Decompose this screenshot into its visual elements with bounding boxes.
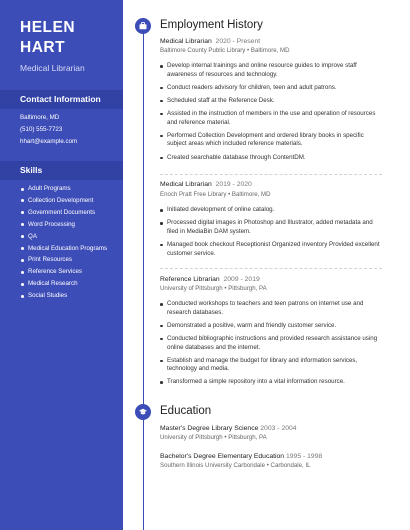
skills-list (20, 183, 107, 302)
contact-phone: (510) 555-7723 (20, 126, 63, 133)
job-bullet: Conducted bibliographic instructions and provided research assistance using online databases and the internet. (160, 335, 382, 352)
degree-title (160, 453, 322, 460)
contact-heading: Contact Information (0, 90, 123, 109)
job-employer: Baltimore County Public Library (160, 47, 246, 54)
job-employer: University of Pittsburgh (160, 285, 223, 292)
job-employer: Enoch Pratt Free Library (160, 191, 227, 198)
job-bullet: Processed digital images in Photoshop and Illustrator, added metadata and filed in MediaBin DAM system. (160, 219, 382, 236)
sidebar (0, 0, 123, 530)
job-title (160, 181, 252, 188)
briefcase-icon (135, 18, 151, 34)
job-title (160, 38, 260, 45)
job-employer-line: University of Pittsburgh • Pittsburgh, PA (160, 285, 267, 292)
job-role: Reference Librarian (160, 276, 220, 283)
job-bullet: Performed Collection Development and ordered library books in specific subject areas which included reference materials. (160, 132, 382, 149)
school-location: Carbondale, IL (270, 462, 311, 469)
skill-item: Medical Education Programs (20, 243, 107, 255)
degree-name: Bachelor's Degree Elementary Education (160, 453, 285, 460)
school-line: University of Pittsburgh • Pittsburgh, PA (160, 434, 267, 441)
job-bullet: Conducted workshops to teachers and teen patrons on internet use and research databases. (160, 300, 382, 317)
job-dates: 2020 - Present (215, 38, 261, 45)
job-role: Medical Librarian (160, 38, 212, 45)
skill-item: Collection Development (20, 195, 107, 207)
school-name: University of Pittsburgh (160, 434, 223, 441)
skill-item: QA (20, 231, 107, 243)
contact-location: Baltimore, MD (20, 114, 60, 121)
school-name: Southern Illinois University Carbondale (160, 462, 266, 469)
job-bullets (160, 300, 382, 392)
job-location: Pittsburgh, PA (228, 285, 267, 292)
job-employer-line: Baltimore County Public Library • Baltimore, MD (160, 47, 290, 54)
degree-dates: 1995 - 1998 (285, 453, 323, 460)
job-bullet: Develop internal trainings and online resource guides to improve staff awareness of resources and technology. (160, 62, 382, 79)
school-line: Southern Illinois University Carbondale • Carbondale, IL (160, 462, 311, 469)
graduation-cap-icon (135, 404, 151, 420)
job-bullet: Scheduled staff at the Reference Desk. (160, 97, 382, 106)
job-bullet: Initiated development of online catalog. (160, 206, 382, 215)
degree-title (160, 425, 297, 432)
skills-heading: Skills (0, 161, 123, 180)
job-location: Baltimore, MD (250, 47, 290, 54)
skill-item: Word Processing (20, 219, 107, 231)
last-name: HART (20, 39, 66, 56)
skill-item: Social Studies (20, 290, 107, 302)
contact-email: hhart@example.com (20, 138, 78, 145)
job-bullet: Transformed a simple repository into a vital information resource. (160, 378, 382, 387)
job-bullet: Assisted in the instruction of members in the use and operation of resources and reference material. (160, 110, 382, 127)
job-divider (160, 174, 382, 175)
job-dates: 2009 - 2019 (223, 276, 260, 283)
job-bullet: Managed book checkout Receptionist Organized inventory Provided excellent customer service. (160, 241, 382, 258)
job-dates: 2019 - 2020 (215, 181, 252, 188)
job-bullet: Demonstrated a positive, warm and friendly customer service. (160, 322, 382, 331)
skill-item: Government Documents (20, 207, 107, 219)
job-bullets (160, 206, 382, 263)
skill-item: Adult Programs (20, 183, 107, 195)
candidate-name (20, 18, 75, 58)
skill-item: Medical Research (20, 278, 107, 290)
skill-item: Print Resources (20, 254, 107, 266)
degree-name: Master's Degree Library Science (160, 425, 259, 432)
job-bullet: Created searchable database through ContentDM. (160, 154, 382, 163)
timeline-line (143, 26, 144, 530)
job-bullets (160, 62, 382, 167)
job-title (160, 276, 260, 283)
job-role: Medical Librarian (160, 181, 212, 188)
job-bullet: Conduct readers advisory for children, teen and adult patrons. (160, 84, 382, 93)
job-divider (160, 268, 382, 269)
skill-item: Reference Services (20, 266, 107, 278)
school-location: Pittsburgh, PA (228, 434, 267, 441)
employment-heading: Employment History (160, 19, 263, 31)
job-title-heading: Medical Librarian (20, 63, 85, 73)
education-heading: Education (160, 405, 212, 417)
job-employer-line: Enoch Pratt Free Library • Baltimore, MD (160, 191, 271, 198)
job-bullet: Establish and manage the budget for library and information services, technology and media. (160, 357, 382, 374)
first-name: HELEN (20, 19, 76, 36)
job-location: Baltimore, MD (231, 191, 271, 198)
degree-dates: 2003 - 2004 (260, 425, 297, 432)
